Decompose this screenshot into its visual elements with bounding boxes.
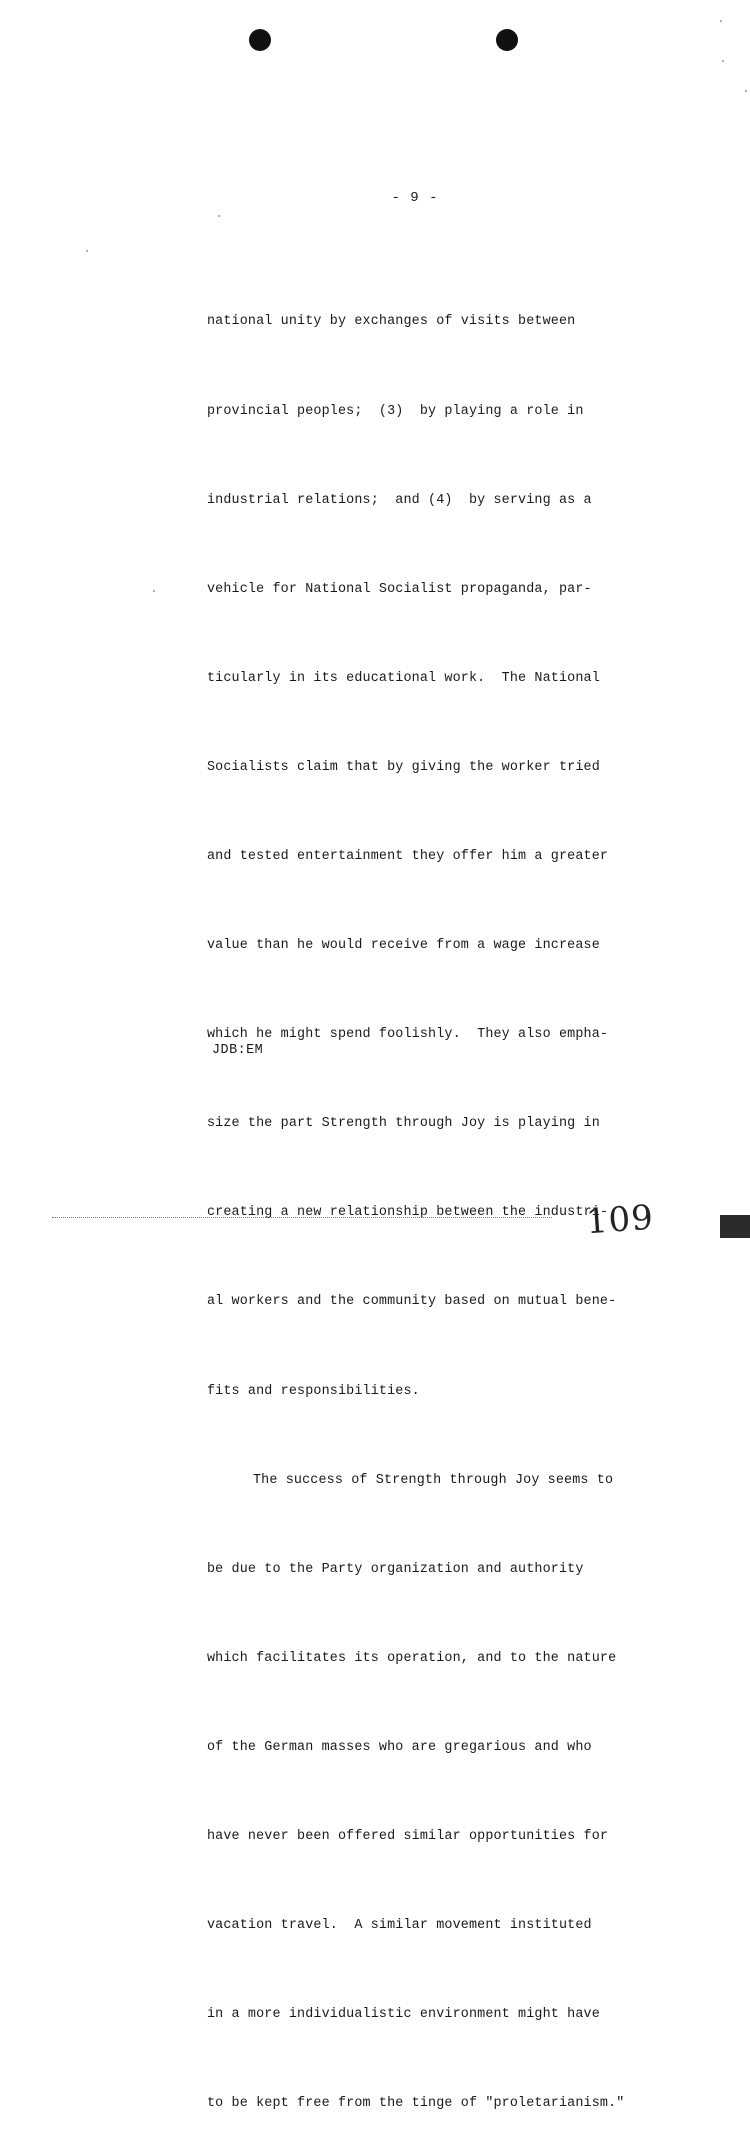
text-line: value than he would receive from a wage increase	[207, 938, 600, 954]
text-line: have never been offered similar opportunities for	[207, 1829, 609, 1844]
text-line: in a more individualistic environment might have	[207, 2007, 600, 2023]
text-line: vehicle for National Socialist propaganda, par-	[207, 581, 592, 597]
text-line: and tested entertainment they offer him a greater	[207, 848, 609, 864]
text-line: Socialists claim that by giving the worker tried	[207, 759, 600, 775]
page-number: - 9 -	[391, 190, 439, 206]
text-line: to be kept free from the tinge of "proletarianism."	[207, 2096, 625, 2112]
text-line: national unity by exchanges of visits between	[207, 314, 576, 330]
handwritten-folio-number: 109	[584, 1197, 656, 1243]
punch-hole-right	[496, 29, 518, 51]
text-line: vacation travel. A similar movement instituted	[207, 1918, 592, 1934]
text-line: of the German masses who are gregarious and who	[207, 1739, 592, 1755]
scan-speck	[745, 90, 747, 92]
text-line: be due to the Party organization and authority	[207, 1561, 584, 1577]
scan-speck	[218, 215, 220, 217]
scan-speck	[720, 20, 722, 22]
scan-speck	[86, 250, 88, 252]
text-line: size the part Strength through Joy is playing in	[207, 1116, 600, 1132]
text-line: which he might spend foolishly. They also empha-	[207, 1027, 609, 1043]
typist-initials: JDB:EM	[212, 1043, 264, 1058]
text-line: provincial peoples; (3) by playing a role in	[207, 403, 584, 419]
text-line: which facilitates its operation, and to the nature	[207, 1650, 617, 1666]
text-line: al workers and the community based on mutual bene-	[207, 1294, 617, 1310]
text-line: creating a new relationship between the industri-	[207, 1205, 609, 1221]
scan-speck	[153, 590, 155, 592]
text-line: The success of Strength through Joy seems to	[253, 1472, 614, 1488]
body-text	[207, 248, 667, 2149]
punch-hole-left	[249, 29, 271, 51]
scan-speck	[722, 60, 724, 62]
scan-bottom-line	[52, 1217, 552, 1218]
text-line: ticularly in its educational work. The National	[207, 670, 600, 686]
text-line: fits and responsibilities.	[207, 1383, 420, 1399]
edge-mark	[720, 1215, 750, 1238]
text-line: industrial relations; and (4) by serving as a	[207, 492, 592, 508]
